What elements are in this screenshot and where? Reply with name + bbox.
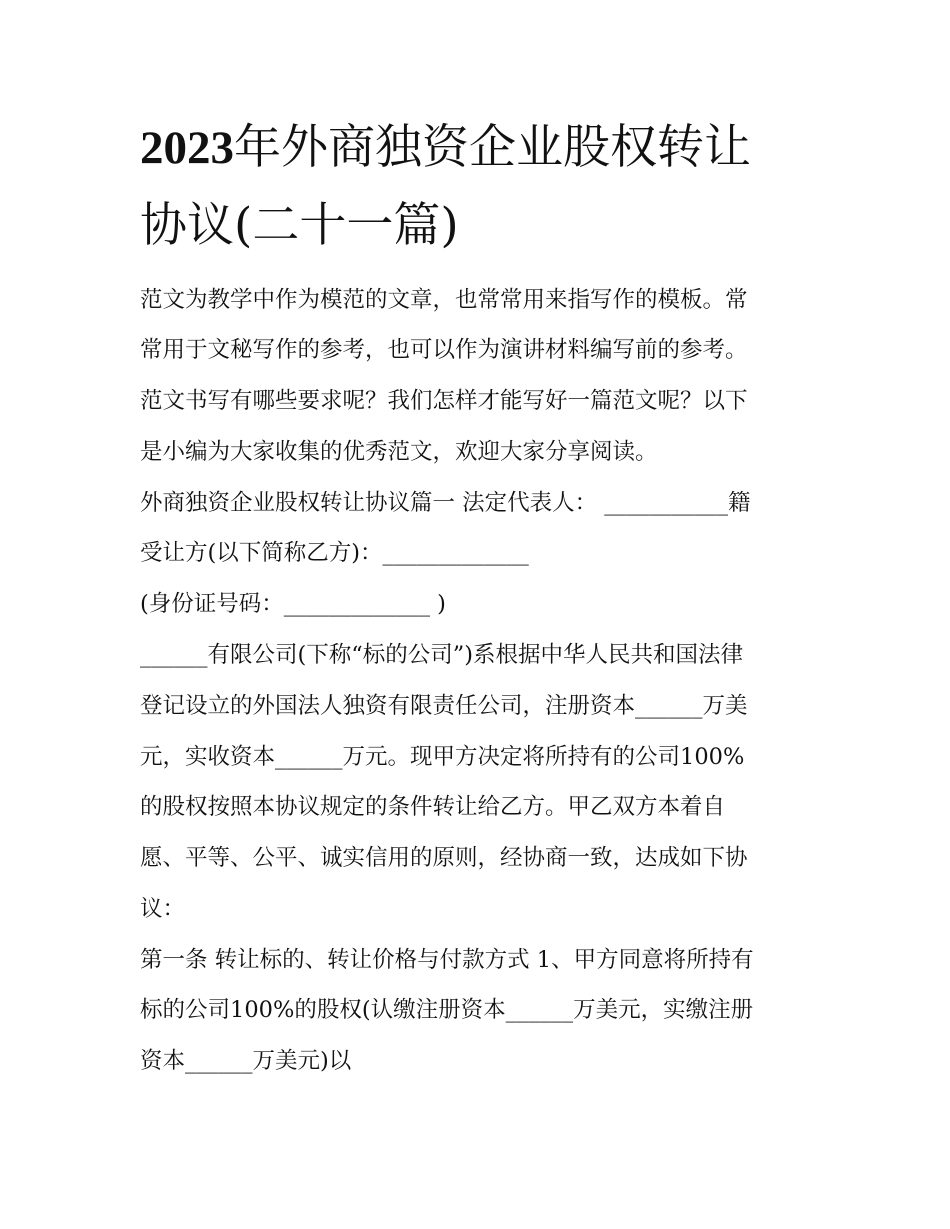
document-title-line-1 bbox=[140, 112, 830, 184]
body-line-3: 范文书写有哪些要求呢？我们怎样才能写好一篇范文呢？以下 bbox=[140, 388, 748, 414]
body-line-11: 的股权按照本协议规定的条件转让给乙方。甲乙双方本着自 bbox=[140, 794, 726, 820]
document-title-line-2: 协议(二十一篇) bbox=[140, 198, 459, 253]
body-line-4: 是小编为大家收集的优秀范文，欢迎大家分享阅读。 bbox=[140, 439, 658, 465]
body-line-9: 登记设立的外国法人独资有限责任公司，注册资本______万美 bbox=[140, 693, 748, 719]
body-line-5: 外商独资企业股权转让协议篇一 法定代表人： ___________籍 bbox=[140, 490, 751, 516]
body-line-16: 资本______万美元)以 bbox=[140, 1048, 352, 1074]
body-line-6: 受让方(以下简称乙方)：_____________ bbox=[140, 540, 529, 566]
body-line-13: 议： bbox=[140, 896, 186, 922]
body-line-15: 标的公司100%的股权(认缴注册资本______万美元，实缴注册 bbox=[140, 997, 754, 1023]
title-text: 年外商独资企业股权转让 bbox=[234, 120, 751, 175]
title-year: 2023 bbox=[140, 122, 234, 174]
body-line-10: 元，实收资本______万元。现甲方决定将所持有的公司100% bbox=[140, 744, 745, 770]
body-line-14: 第一条 转让标的、转让价格与付款方式 1、甲方同意将所持有 bbox=[140, 947, 754, 973]
body-line-2: 常用于文秘写作的参考，也可以作为演讲材料编写前的参考。 bbox=[140, 337, 748, 363]
body-line-7: (身份证号码：_____________ ) bbox=[140, 591, 446, 617]
body-line-12: 愿、平等、公平、诚实信用的原则，经协商一致，达成如下协 bbox=[140, 845, 748, 871]
body-line-1: 范文为教学中作为模范的文章，也常常用来指写作的模板。常 bbox=[140, 287, 748, 313]
body-line-8: ______有限公司(下称“标的公司”)系根据中华人民共和国法律 bbox=[140, 642, 744, 668]
